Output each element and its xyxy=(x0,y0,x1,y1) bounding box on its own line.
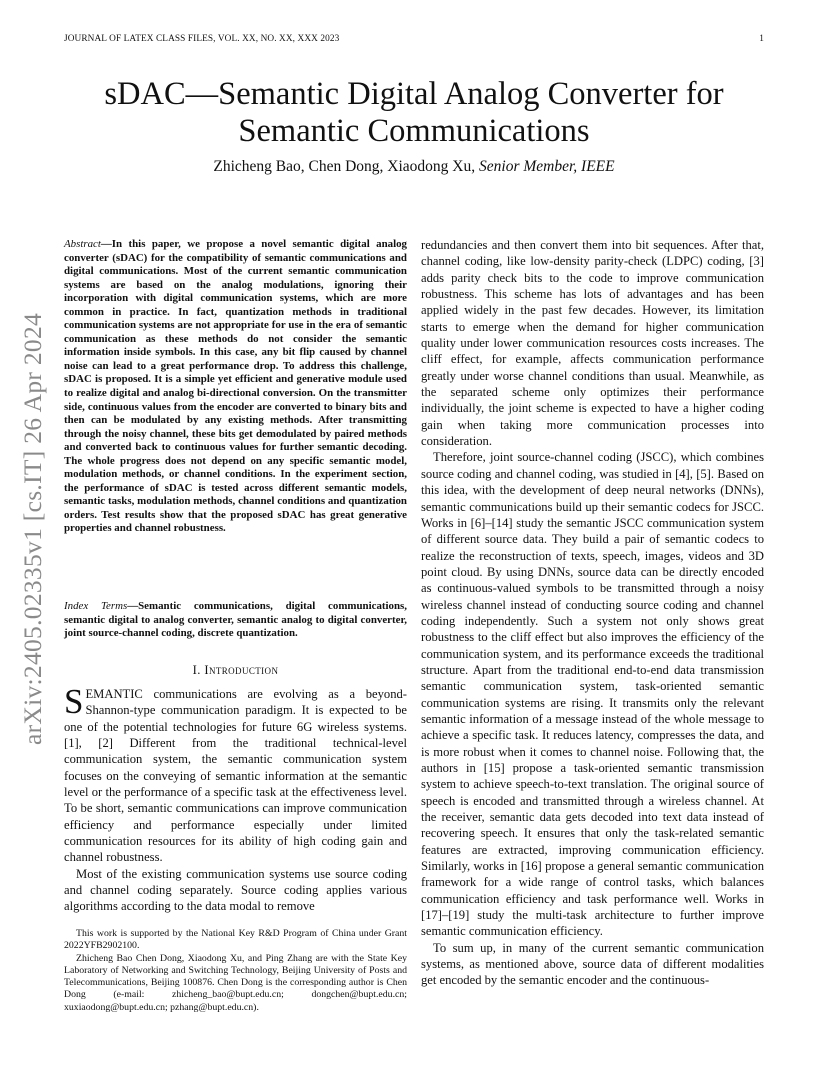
author-role: Senior Member, IEEE xyxy=(479,158,615,175)
index-terms xyxy=(64,600,407,641)
arxiv-id: arXiv:2405.02335v1 [cs.IT] 26 Apr 2024 xyxy=(18,312,47,746)
author-line xyxy=(64,158,764,176)
intro-paragraph-1-text: EMANTIC communications are evolving as a beyond-Shannon-type communication paradigm. It is expected to be one of the potential technologies for future 6G wireless systems. [1], [2] Different from the traditional technical-level communication system, the semantic communication system focuses on the conveying of semantic information at the semantic level or the performance of a specific task at the effectiveness level. To be short, semantic communications can improve communication efficiency and performance especially under limited communication resources for its ability of high coding gain and channel robustness. xyxy=(64,687,407,865)
index-terms-label: Index Terms xyxy=(64,600,128,612)
author-names: Zhicheng Bao, Chen Dong, Xiaodong Xu, xyxy=(213,158,476,175)
footnote-funding: This work is supported by the National Key R&D Program of China under Grant 2022YFB2902100. xyxy=(64,928,407,952)
abstract-text: —In this paper, we propose a novel semantic digital analog converter (sDAC) for the compatibility of semantic communications and digital communications. Most of the current semantic communication systems are based on the analog modulations, ignoring their incorporation with digital communication systems, which are more common in practice. In fact, quantization methods in traditional communication systems are not appropriate for use in the era of semantic communication as these methods do not consider the semantic information inside symbols. In this case, any bit flip caused by channel noise can lead to a great performance drop. To address this challenge, sDAC is proposed. It is a simple yet efficient and generative module used to realize digital and analog bi-directional conversion. On the transmitter side, continuous values from the encoder are converted to binary bits and then can be modulated by any existing methods. After transmitting through the noisy channel, these bits get demodulated by paired methods and converted back to continuous values for further semantic decoding. The whole progress does not depend on any specific semantic model, modulation methods, or channel conditions. In the experiment section, the performance of sDAC is tested across different semantic models, semantic tasks, modulation methods, channel conditions and quantization orders. Test results show that the proposed sDAC has great generative properties and channel robustness. xyxy=(64,238,407,535)
introduction-body xyxy=(64,682,407,915)
section-number: I. xyxy=(192,663,201,677)
right-paragraph-1: redundancies and then convert them into bit sequences. After that, channel coding, like low-density parity-check (LDPC) coding, [3] adds parity check bits to the code to improve communication robustness. This scheme has lots of advantages and has been applied widely in the past few decades. However, its limitation starts to emerge when the demand for higher communication quality under lower communication resources costs increases. The cliff effect, for example, affects communication performance greatly under worse channel conditions than usual. Meanwhile, as the separated scheme only optimizes their performance individually, the joint scheme is expected to have a higher coding gain when taking more communication processes into consideration. xyxy=(421,238,764,449)
paper-title: sDAC—Semantic Digital Analog Converter for Semantic Communications xyxy=(104,76,724,149)
running-header xyxy=(64,34,764,44)
journal-header: JOURNAL OF LATEX CLASS FILES, VOL. XX, NO. XX, XXX 2023 xyxy=(64,34,340,44)
intro-paragraph-1 xyxy=(64,682,407,866)
right-column xyxy=(421,237,764,989)
abstract xyxy=(64,238,407,536)
section-heading xyxy=(64,663,407,678)
right-paragraph-3: To sum up, in many of the current semantic communication systems, as mentioned above, source data of different modalities get encoded by the semantic encoder and the continuous- xyxy=(421,940,764,988)
footnotes xyxy=(64,928,407,1014)
abstract-label: Abstract xyxy=(64,238,101,250)
intro-paragraph-2: Most of the existing communication systems use source coding and channel coding separately. Source coding applies various algorithms according to the data modal to remove xyxy=(64,866,407,914)
section-title: Introduction xyxy=(204,663,279,677)
right-paragraph-2: Therefore, joint source-channel coding (JSCC), which combines source coding and channel coding, was studied in [4], [5]. Based on this idea, with the development of deep neural networks (DNNs), semantic communications build up their semantic codecs for JSCC. Works in [6]–[14] study the semantic JSCC communication system of different source data. They build a pair of semantic codecs to realize the reconstruction of texts, speech, images, videos and 3D point cloud. By using DNNs, source data can be directly encoded as continuous-valued symbols to be transmitted through a noisy wireless channel instead of conducting source coding and channel coding independently. Such a system not only shows great robustness to the cliff effect but also improves the efficiency of the communication system, and its performance exceeds the traditional structure. Apart from the traditional end-to-end data transmission semantic communication system, task-oriented semantic communication systems are rising. It transmits only the relevant semantic information of a message instead of the whole message to achieve a specific task. It reduces latency, compresses the data, and is more robust when it comes to channel noise. Following that, the authors in [15] propose a task-oriented semantic transmission system to achieve speech-to-text translation. The original source of speech is encoded and transmitted through a wireless channel. At the receiver, semantic data gets decoded into text data instead of recovering speech. It ensures that only the task-related semantic features are extracted, improving communication efficiency. Similarly, works in [16] propose a general semantic communication framework for a wide range of control tasks, which balances communication efficiency and task performance well. Works in [17]–[19] study the multi-task architecture to further improve semantic communication efficiency. xyxy=(421,450,764,939)
page-number: 1 xyxy=(759,34,764,44)
footnote-affiliation: Zhicheng Bao Chen Dong, Xiaodong Xu, and Ping Zhang are with the State Key Laboratory of Networking and Switching Technology, Beijing University of Posts and Telecommunications, Beijing 100876. Chen Dong is the corresponding author is Chen Dong (e-mail: zhicheng_bao@bupt.edu.cn; dongchen@bupt.edu.cn; xuxiaodong@bupt.edu.cn; pzhang@bupt.edu.cn). xyxy=(64,952,407,1013)
arxiv-stamp xyxy=(20,298,46,760)
index-terms-text: —Semantic communications, digital communications, semantic digital to analog converter, semantic analog to digital converter, joint source-channel coding, discrete quantization. xyxy=(64,600,408,640)
drop-cap: S xyxy=(64,682,84,721)
